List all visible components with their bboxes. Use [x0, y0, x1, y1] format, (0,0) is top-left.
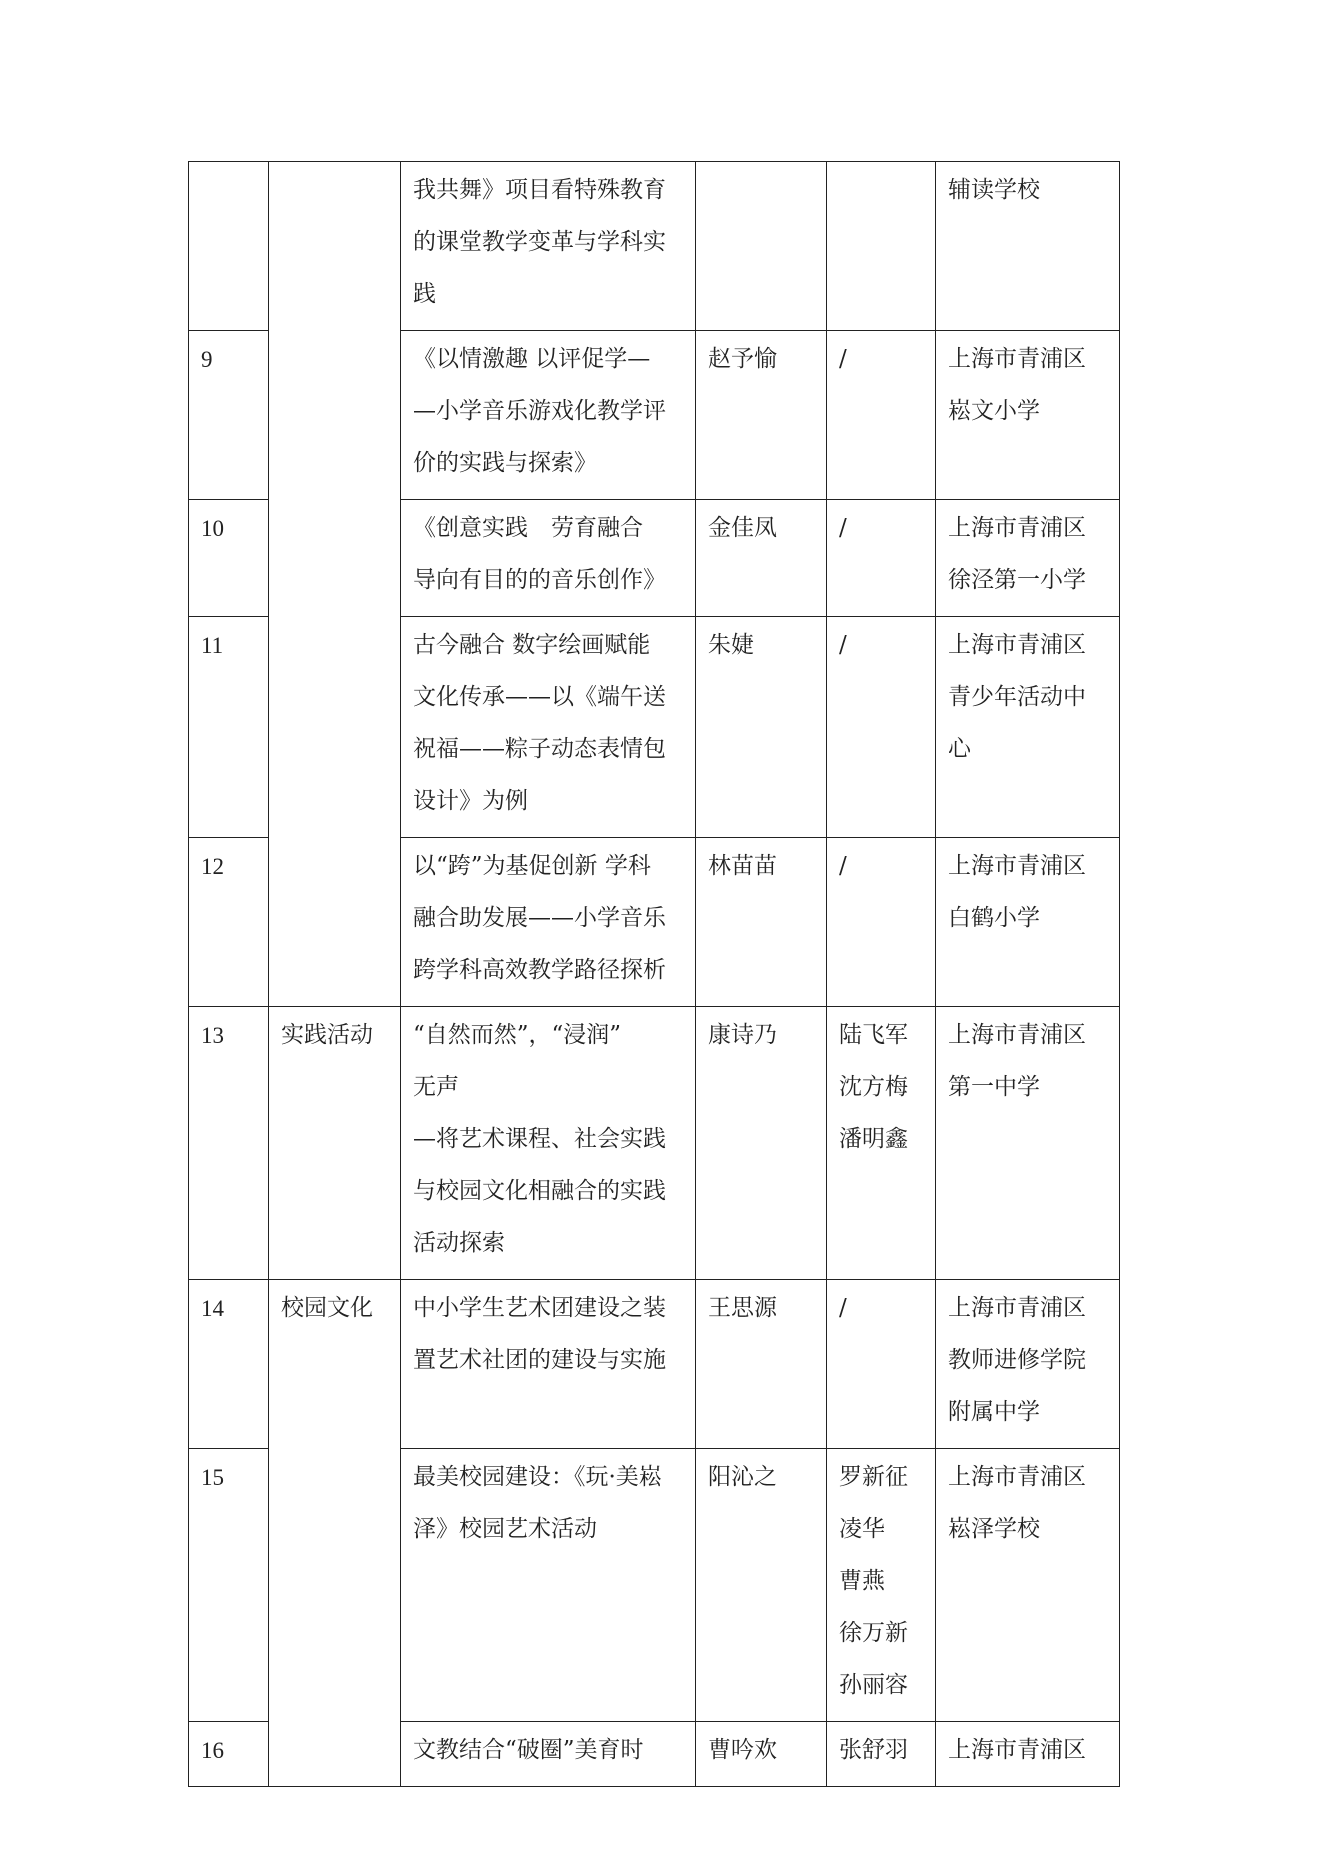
title-cell: 中小学生艺术团建设之装 置艺术社团的建设与实施: [401, 1280, 696, 1449]
organization-cell: 上海市青浦区 第一中学: [936, 1007, 1120, 1280]
table-row: [189, 1007, 1120, 1280]
row-number-cell: 12: [189, 838, 269, 1007]
organization-cell: 上海市青浦区: [936, 1722, 1120, 1787]
organization-cell: 上海市青浦区 青少年活动中 心: [936, 617, 1120, 838]
title-cell: 最美校园建设：《玩·美崧 泽》校园艺术活动: [401, 1449, 696, 1722]
author-cell: 王思源: [696, 1280, 827, 1449]
co-author-cell: [827, 162, 936, 331]
author-cell: [696, 162, 827, 331]
co-author-cell: /: [827, 500, 936, 617]
co-author-cell: 陆飞军 沈方梅 潘明鑫: [827, 1007, 936, 1280]
category-cell: 校园文化: [269, 1280, 401, 1787]
title-cell: 《以情激趣 以评促学— —小学音乐游戏化教学评 价的实践与探索》: [401, 331, 696, 500]
author-cell: 曹吟欢: [696, 1722, 827, 1787]
table-row: [189, 162, 1120, 331]
row-number-cell: 15: [189, 1449, 269, 1722]
author-cell: 赵予愉: [696, 331, 827, 500]
organization-cell: 上海市青浦区 崧文小学: [936, 331, 1120, 500]
co-author-cell: 张舒羽: [827, 1722, 936, 1787]
author-cell: 金佳凤: [696, 500, 827, 617]
title-cell: 古今融合 数字绘画赋能 文化传承——以《端午送 祝福——粽子动态表情包 设计》为例: [401, 617, 696, 838]
row-number-cell: [189, 162, 269, 331]
author-cell: 康诗乃: [696, 1007, 827, 1280]
co-author-cell: /: [827, 838, 936, 1007]
author-cell: 阳沁之: [696, 1449, 827, 1722]
row-number-cell: 9: [189, 331, 269, 500]
category-cell: [269, 162, 401, 1007]
co-author-cell: 罗新征 凌华 曹燕 徐万新 孙丽容: [827, 1449, 936, 1722]
row-number-cell: 13: [189, 1007, 269, 1280]
row-number-cell: 11: [189, 617, 269, 838]
organization-cell: 辅读学校: [936, 162, 1120, 331]
table-row: [189, 1280, 1120, 1449]
organization-cell: 上海市青浦区 白鹤小学: [936, 838, 1120, 1007]
title-cell: 我共舞》项目看特殊教育 的课堂教学变革与学科实 践: [401, 162, 696, 331]
organization-cell: 上海市青浦区 崧泽学校: [936, 1449, 1120, 1722]
organization-cell: 上海市青浦区 徐泾第一小学: [936, 500, 1120, 617]
co-author-cell: /: [827, 1280, 936, 1449]
author-cell: 林苗苗: [696, 838, 827, 1007]
awards-table: [188, 161, 1120, 1787]
title-cell: 文教结合“破圈”美育时: [401, 1722, 696, 1787]
title-cell: 以“跨”为基促创新 学科 融合助发展——小学音乐 跨学科高效教学路径探析: [401, 838, 696, 1007]
organization-cell: 上海市青浦区 教师进修学院 附属中学: [936, 1280, 1120, 1449]
co-author-cell: /: [827, 331, 936, 500]
row-number-cell: 14: [189, 1280, 269, 1449]
title-cell: “自然而然”，“浸润” 无声 —将艺术课程、社会实践 与校园文化相融合的实践 活动探索: [401, 1007, 696, 1280]
category-cell: 实践活动: [269, 1007, 401, 1280]
co-author-cell: /: [827, 617, 936, 838]
author-cell: 朱婕: [696, 617, 827, 838]
title-cell: 《创意实践 劳育融合 导向有目的的音乐创作》: [401, 500, 696, 617]
row-number-cell: 16: [189, 1722, 269, 1787]
row-number-cell: 10: [189, 500, 269, 617]
